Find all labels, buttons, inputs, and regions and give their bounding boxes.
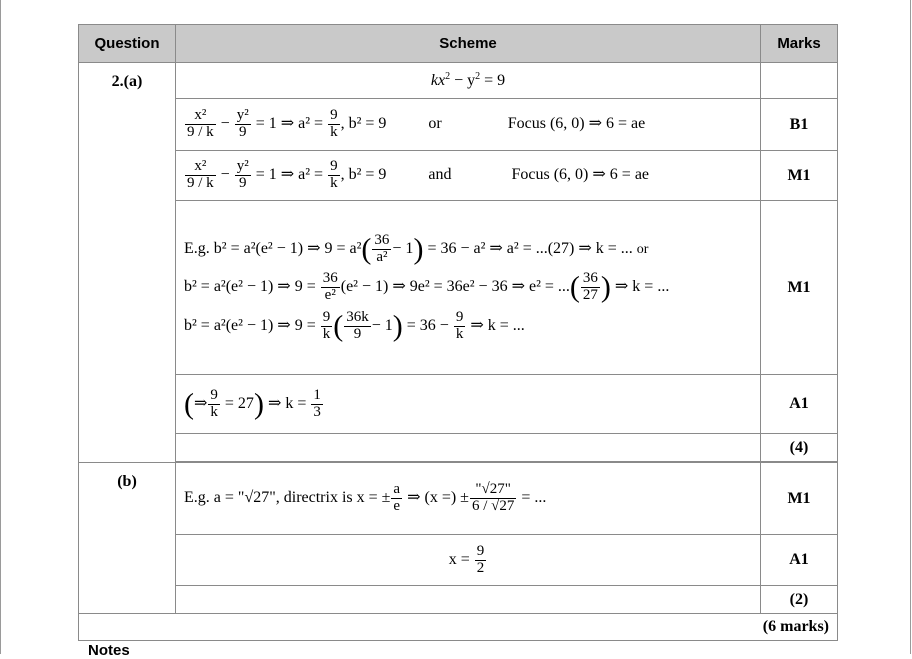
conj-or: or <box>428 115 442 133</box>
part-a-row-1 <box>79 99 838 151</box>
header-question: Question <box>79 25 176 63</box>
part-b-row-1 <box>79 463 838 535</box>
method-line-1: E.g. b² = a²(e² − 1) ⇒ 9 = a²( $\frac{36}{\text{a²}}$ − 1) = 36 − a² ⇒ a² = ...(27) ⇒ k = ... or <box>184 231 649 265</box>
working-b-m1: E.g. a = "√27", directrix is x = ± $\frac{a}{e}$ ⇒ (x =) ± $\frac{"√27"}{6 / √27}$ = ... <box>176 463 761 535</box>
part-b-total: (2) <box>761 586 838 614</box>
eq-b2: , b² = 9 <box>340 166 387 184</box>
focus-text: Focus (6, 0) ⇒ 6 = ae <box>511 166 650 184</box>
mark-a1: A1 <box>761 375 838 434</box>
page-border-right <box>910 0 911 654</box>
grand-total: (6 marks) <box>79 614 838 641</box>
header-scheme: Scheme <box>176 25 761 63</box>
conj-and: and <box>428 166 452 184</box>
grand-total-row <box>79 614 838 641</box>
method-line-3: b² = a²(e² − 1) ⇒ 9 = $\frac{9}{k}$ ( $\frac{36k}{9}$ − 1) = 36 − $\frac{9}{k}$ ⇒ k = ... <box>184 308 525 342</box>
part-a-row-4 <box>79 375 838 434</box>
eq-a2: = 1 ⇒ a² = <box>251 115 328 133</box>
page-border-left <box>0 0 1 654</box>
mark-scheme-table <box>78 24 838 641</box>
working-b-a1: x = $\frac{9}{2}$ <box>176 535 761 586</box>
equation-hyperbola: $kx^2 - y^2 = 9$ <box>176 63 761 99</box>
working-b1: $\frac{\text{x²}}{9 / k}$ − $\frac{\text{y²}}{9}$ = 1 ⇒ a² = $\frac{9}{k}$ , b² = 9 or Focus (6, 0) ⇒ 6 = ae <box>176 99 761 151</box>
eq-kx: kx <box>430 72 446 89</box>
method-line-2: b² = a²(e² − 1) ⇒ 9 = $\frac{36}{\text{e²}}$ (e² − 1) ⇒ 9e² = 36e² − 36 ⇒ e² = ...( $\frac{36}{27}$ ) ⇒ k = ... <box>184 270 670 304</box>
part-a-row-2 <box>79 151 838 201</box>
mark-m1a: M1 <box>761 151 838 201</box>
frac-y2: $\frac{\text{y²}}{9}$ <box>236 158 249 191</box>
mark-m1b: M1 <box>761 201 838 375</box>
part-a-total: (4) <box>761 434 838 462</box>
header-row <box>79 25 838 63</box>
part-a-total-row <box>79 434 838 462</box>
mark-b-a1: A1 <box>761 535 838 586</box>
focus-text: Focus (6, 0) ⇒ 6 = ae <box>507 115 646 133</box>
empty-cell <box>176 586 761 614</box>
notes-heading: Notes <box>88 642 130 659</box>
eq-y: − y <box>450 72 476 89</box>
part-b-row-2 <box>79 535 838 586</box>
part-a-row-3 <box>79 201 838 375</box>
mark-empty <box>761 63 838 99</box>
question-label-2a: 2.(a) <box>79 63 176 463</box>
frac-y2: $\frac{\text{y²}}{9}$ <box>236 107 249 140</box>
working-m1a: $\frac{\text{x²}}{9 / k}$ − $\frac{\text{y²}}{9}$ = 1 ⇒ a² = $\frac{9}{k}$ , b² = 9 and Focus (6, 0) ⇒ 6 = ae <box>176 151 761 201</box>
frac-9k: $\frac{9}{k}$ <box>330 107 338 140</box>
part-b-total-row <box>79 586 838 614</box>
mark-b-m1: M1 <box>761 463 838 535</box>
frac-x2: $\frac{\text{x²}}{9 / k}$ <box>187 158 214 191</box>
header-marks: Marks <box>761 25 838 63</box>
working-a1: (⇒ $\frac{9}{k}$ = 27) ⇒ k = $\frac{1}{3}$ <box>176 375 761 434</box>
eq-b2: , b² = 9 <box>340 115 387 133</box>
mark-b1: B1 <box>761 99 838 151</box>
frac-9k: $\frac{9}{k}$ <box>330 158 338 191</box>
eq-rhs: = 9 <box>480 72 506 89</box>
part-a-row-0 <box>79 63 838 99</box>
empty-cell <box>176 434 761 462</box>
eq-a2: = 1 ⇒ a² = <box>251 166 328 184</box>
working-m1b <box>176 201 761 375</box>
question-label-2b: (b) <box>79 463 176 614</box>
frac-x2: $\frac{\text{x²}}{9 / k}$ <box>187 107 214 140</box>
